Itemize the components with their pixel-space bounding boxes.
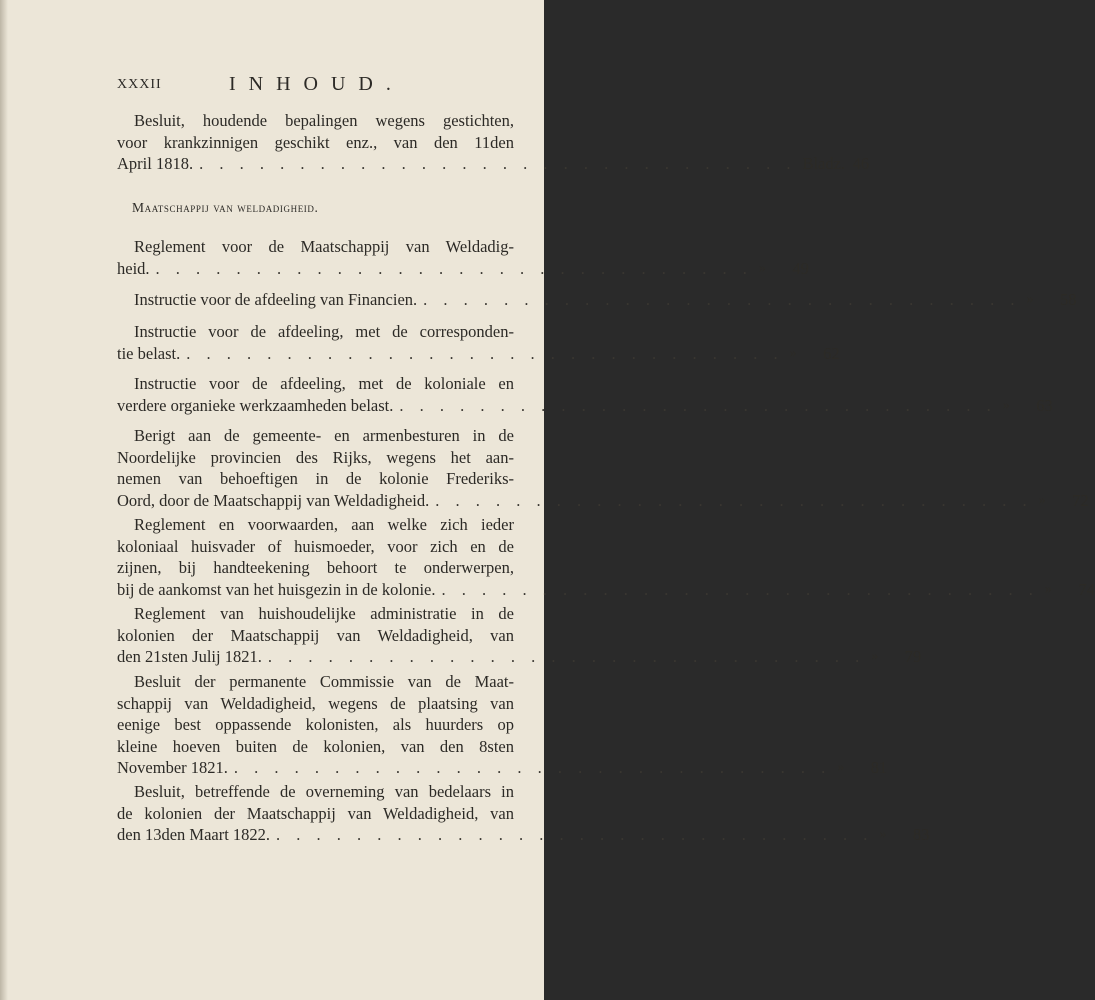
toc-entry	[117, 236, 809, 279]
entry-line: tie belast.	[117, 343, 181, 363]
entry-line: zijnen, bij handteekening behoort te onderwerpen,	[117, 558, 514, 577]
entry-line: Instructie voor de afdeeling, met de corresponden-	[134, 322, 514, 341]
ditto-mark: »	[1044, 581, 1052, 597]
ditto-mark: »	[1038, 492, 1046, 508]
ditto-mark: »	[871, 649, 879, 664]
dot-leader: . . . . . . . . . . . . . . . . . . . . . . . . . . . . . .	[267, 647, 866, 666]
page-number: 58	[1060, 290, 1077, 309]
dot-leader: . . . . . . . . . . . . . . . . . . . . . . . . . . . . . .	[441, 579, 1039, 599]
dot-leader: . . . . . . . . . . . . . . . . . . . . . . . . . . . . . .	[276, 825, 874, 844]
toc-entry	[117, 671, 888, 779]
entry-line: April 1818.	[117, 154, 194, 173]
entry-line: Besluit, houdende bepalingen wegens gestichten,	[134, 111, 514, 130]
entry-line: Instructie voor de afdeeling van Financien.	[134, 290, 418, 309]
section-heading: Maatschappij van weldadigheid.	[132, 200, 319, 215]
entry-line: Berigt aan de gemeente- en armenbesturen in de	[134, 426, 514, 445]
entry-line: koloniaal huisvader of huismoeder, voor zich en de	[117, 536, 514, 556]
entry-line: Reglement voor de Maatschappij van Weldadig-	[134, 237, 514, 256]
dot-leader: . . . . . . . . . . . . . . . . . . . . . . . . . . . . . .	[199, 154, 797, 173]
entry-line: voor krankzinnigen geschikt enz., van den 11den	[117, 132, 514, 152]
toc-entry	[117, 110, 870, 175]
entry-line: Oord, door de Maatschappij van Weldadigheid.	[117, 490, 430, 510]
dot-leader: . . . . . . . . . . . . . . . . . . . . . . . . . . . . . .	[233, 758, 832, 777]
toc-entry	[117, 781, 930, 846]
dot-leader: . . . . . . . . . . . . . . . . . . . . . . . . . . . . . .	[423, 290, 1021, 309]
ditto-mark: »	[1002, 397, 1010, 413]
entry-line: Reglement van huishoudelijke administratie in de	[134, 604, 514, 623]
page-folio: XXXII	[117, 77, 162, 92]
entry-line: den 21sten Julij 1821.	[117, 647, 262, 666]
toc-entry	[117, 603, 922, 668]
entry-line: bij de aankomst van het huisgezin in de kolonie.	[117, 579, 436, 599]
toc-entry	[117, 373, 1053, 416]
entry-line: Reglement en voorwaarden, aan welke zich ieder	[134, 515, 514, 534]
page-number: 83	[912, 825, 930, 844]
entry-line: verdere organieke werkzaamheden belast.	[117, 395, 394, 415]
entry-line: Besluit der permanente Commissie van de Maat-	[134, 672, 514, 691]
entry-line: Instructie voor de afdeeling, met de koloniale en	[134, 374, 514, 393]
page-number: 72	[1072, 490, 1089, 510]
toc-entry	[117, 289, 1077, 311]
dot-leader: . . . . . . . . . . . . . . . . . . . . . . . . . . . . . .	[186, 343, 784, 363]
entry-line: kolonien der Maatschappij van Weldadigheid, van	[117, 625, 514, 645]
entry-line: Noordelijke provincien des Rijks, wegens het aan-	[117, 447, 514, 467]
entry-line: Besluit, betreffende de overneming van bedelaars in	[134, 782, 514, 801]
bladz-label: Bladz.	[802, 154, 846, 173]
page-number: 81	[870, 758, 888, 777]
page-number: 79	[904, 647, 922, 666]
page-number: 62	[823, 343, 840, 363]
ditto-mark: »	[1026, 292, 1034, 307]
running-head	[117, 73, 457, 99]
toc-entry	[117, 425, 1089, 511]
entry-line: nemen van behoeftigen in de kolonie Frederiks-	[117, 469, 514, 488]
page-number: 46	[852, 154, 870, 173]
ditto-mark: »	[879, 827, 887, 842]
toc-entry	[117, 321, 840, 364]
entry-line: de kolonien der Maatschappij van Weldadigheid, van	[117, 803, 514, 823]
page-number: 74	[1078, 579, 1095, 599]
page-number: 63	[1036, 395, 1053, 415]
dot-leader: . . . . . . . . . . . . . . . . . . . . . . . . . . . . . .	[155, 258, 753, 278]
entry-line: den 13den Maart 1822.	[117, 825, 271, 844]
dot-leader: . . . . . . . . . . . . . . . . . . . . . . . . . . . . . .	[399, 395, 997, 415]
page-title: INHOUD.	[229, 73, 404, 95]
entry-line: kleine hoeven buiten de kolonien, van den 8sten	[117, 736, 514, 756]
ditto-mark: »	[837, 760, 845, 775]
ditto-mark: »	[758, 260, 766, 276]
dot-leader: . . . . . . . . . . . . . . . . . . . . . . . . . . . . . .	[435, 490, 1033, 510]
page-number: 49	[792, 258, 809, 278]
entry-line: heid.	[117, 258, 150, 278]
entry-line: schappij van Weldadigheid, wegens de plaatsing van	[117, 693, 514, 713]
toc-entry	[117, 514, 1095, 600]
entry-line: November 1821.	[117, 758, 228, 777]
ditto-mark: »	[789, 345, 797, 361]
entry-line: eenige best oppassende kolonisten, als huurders op	[117, 715, 514, 734]
